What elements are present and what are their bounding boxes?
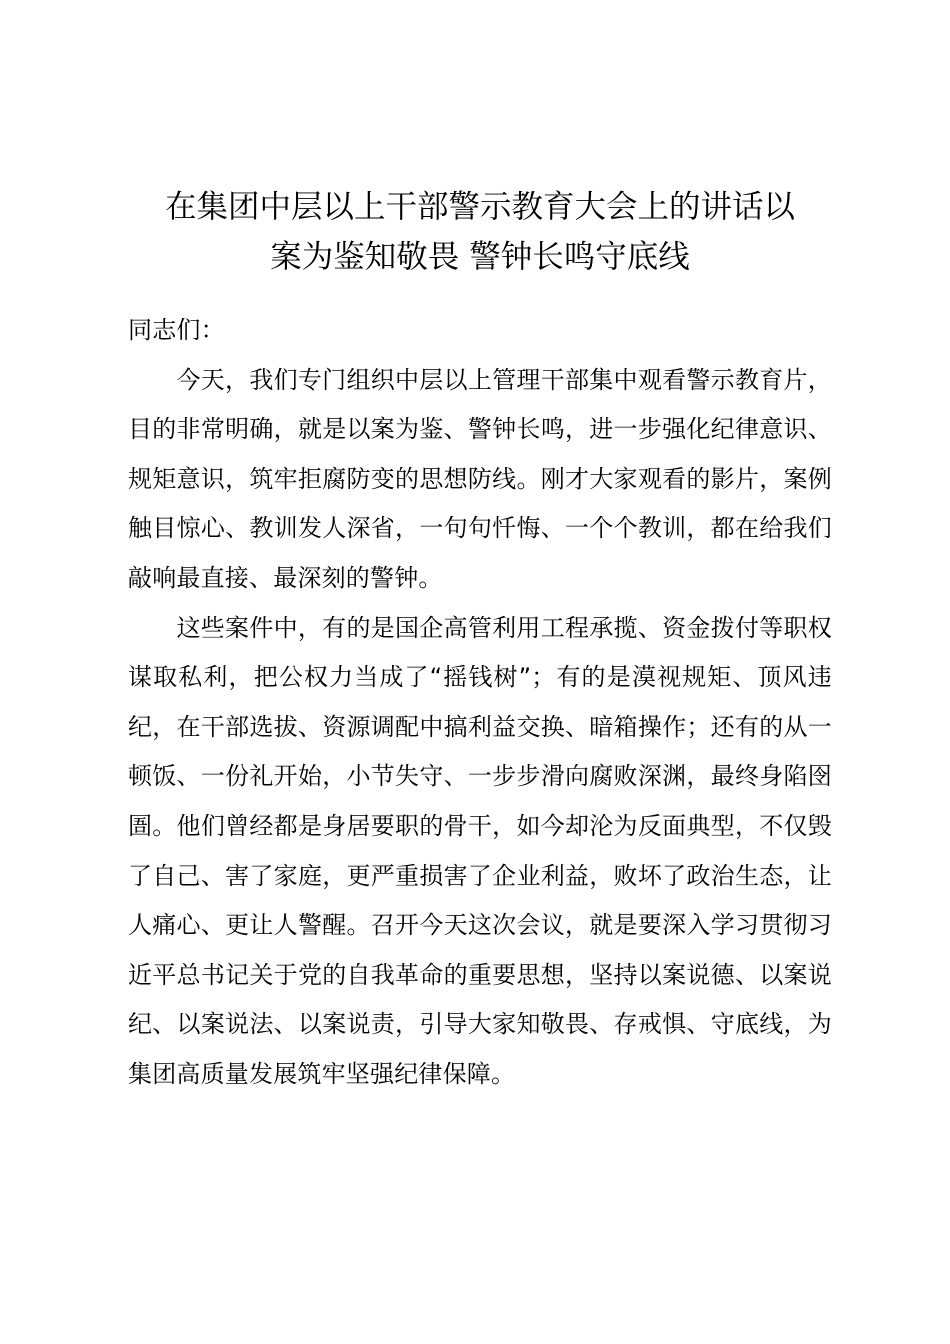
document-body bbox=[128, 306, 832, 1100]
paragraph-2: 这些案件中，有的是国企高管利用工程承揽、资金拨付等职权谋取私利，把公权力当成了“摇钱树”；有的是漠视规矩、顶风违纪，在干部选拔、资源调配中搞利益交换、暗箱操作；还有的从一顿饭、一份礼开始，小节失守、一步步滑向腐败深渊，最终身陷囹圄。他们曾经都是身居要职的骨干，如今却沦为反面典型，不仅毁了自己、害了家庭，更严重损害了企业利益，败坏了政治生态，让人痛心、更让人警醒。召开今天这次会议，就是要深入学习贯彻习近平总书记关于党的自我革命的重要思想，坚持以案说德、以案说纪、以案说法、以案说责，引导大家知敬畏、存戒惧、守底线，为集团高质量发展筑牢坚强纪律保障。 bbox=[128, 613, 832, 1088]
title-line-2: 案为鉴知敬畏 警钟长鸣守底线 bbox=[270, 239, 690, 275]
salutation: 同志们： bbox=[128, 316, 225, 344]
paragraph-1: 今天，我们专门组织中层以上管理干部集中观看警示教育片，目的非常明确，就是以案为鉴、警钟长鸣，进一步强化纪律意识、规矩意识，筑牢拒腐防变的思想防线。刚才大家观看的影片，案例触目惊心、教训发人深省，一句句忏悔、一个个教训，都在给我们敲响最直接、最深刻的警钟。 bbox=[128, 365, 832, 592]
document-title bbox=[128, 182, 832, 282]
title-line-1: 在集团中层以上干部警示教育大会上的讲话以 bbox=[164, 189, 795, 225]
